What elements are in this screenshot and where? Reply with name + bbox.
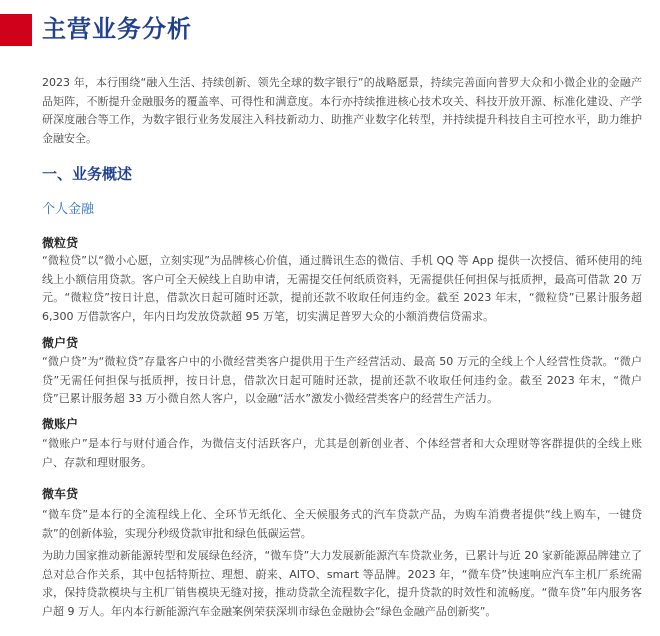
product-heading-weichedai: 微车贷 bbox=[42, 487, 79, 501]
product-heading-weihudai: 微户贷 bbox=[42, 336, 79, 350]
page-title: 主营业务分析 bbox=[42, 15, 192, 43]
product-paragraph-weichedai-2: 为助力国家推动新能源转型和发展绿色经济，“微车贷”大力发展新能源汽车贷款业务，已累计与近 20 家新能源品牌建立了总对总合作关系，其中包括特斯拉、理想、蔚来、AITO、smart 等品牌。2023 年，“微车贷”快速响应汽车主机厂系统需求，保持贷款模块与主机厂销售模块无缝对接，推动贷款全流程数字化，提升贷款的时效性和流畅度。“微车贷”年内服务客户超 9 万人。年内本行新能源汽车金融案例荣获深圳市绿色金融协会“绿色金融产品创新奖”。 bbox=[42, 549, 642, 618]
subsection-heading-personal-finance: 个人金融 bbox=[42, 202, 95, 217]
product-paragraph-weilidai: “微粒贷”以“微小心愿，立刻实现”为品牌核心价值，通过腾讯生态的微信、手机 QQ 等 App 提供一次授信、循环使用的纯线上小额信用贷款。客户可全天候线上自助申请，无需提交任何纸质资料，无需提供任何担保与抵质押，最高可借款 20 万元。“微粒贷”按日计息，借款次日起可随时还款，提前还款不收取任何违约金。截至 2023 年末，“微粒贷”已累计服务超 6,300 万借款客户，年内日均发放贷款超 95 万笔，切实满足普罗大众的小额消费信贷需求。 bbox=[42, 254, 642, 323]
product-heading-weilidai: 微粒贷 bbox=[42, 236, 79, 250]
product-heading-weizhanghu: 微账户 bbox=[42, 417, 79, 431]
product-paragraph-weichedai-1: “微车贷”是本行的全流程线上化、全环节无纸化、全天候服务式的汽车贷款产品，为购车消费者提供“线上购车，一键贷款”的创新体验，实现分秒级贷款审批和绿色低碳运营。 bbox=[42, 508, 642, 540]
product-paragraph-weihudai: “微户贷”为“微粒贷”存量客户中的小微经营类客户提供用于生产经营活动、最高 50 万元的全线上个人经营性贷款。“微户贷”无需任何担保与抵质押，按日计息，借款次日起可随时还款，提前还款不收取任何违约金。截至 2023 年末，“微户贷”已累计服务超 33 万小微自然人客户，以金融“活水”激发小微经营类客户的经营生产活力。 bbox=[42, 355, 642, 406]
product-paragraph-weizhanghu: “微账户”是本行与财付通合作，为微信支付活跃客户，尤其是创新创业者、个体经营者和大众理财等客群提供的全线上账户、存款和理财服务。 bbox=[42, 437, 642, 469]
intro-paragraph: 2023 年，本行围绕“融入生活、持续创新、领先全球的数字银行”的战略愿景，持续完善面向普罗大众和小微企业的金融产品矩阵，不断提升金融服务的覆盖率、可得性和满意度。本行亦持续推进核心技术攻关、科技开放开源、标准化建设、产学研深度融合等工作，为数字银行业务发展注入科技新动力、助推产业数字化转型，并持续提升科技自主可控水平，助力维护金融安全。 bbox=[42, 76, 642, 145]
title-accent-bar bbox=[0, 14, 32, 46]
section-heading-business-overview: 一、业务概述 bbox=[42, 165, 133, 183]
